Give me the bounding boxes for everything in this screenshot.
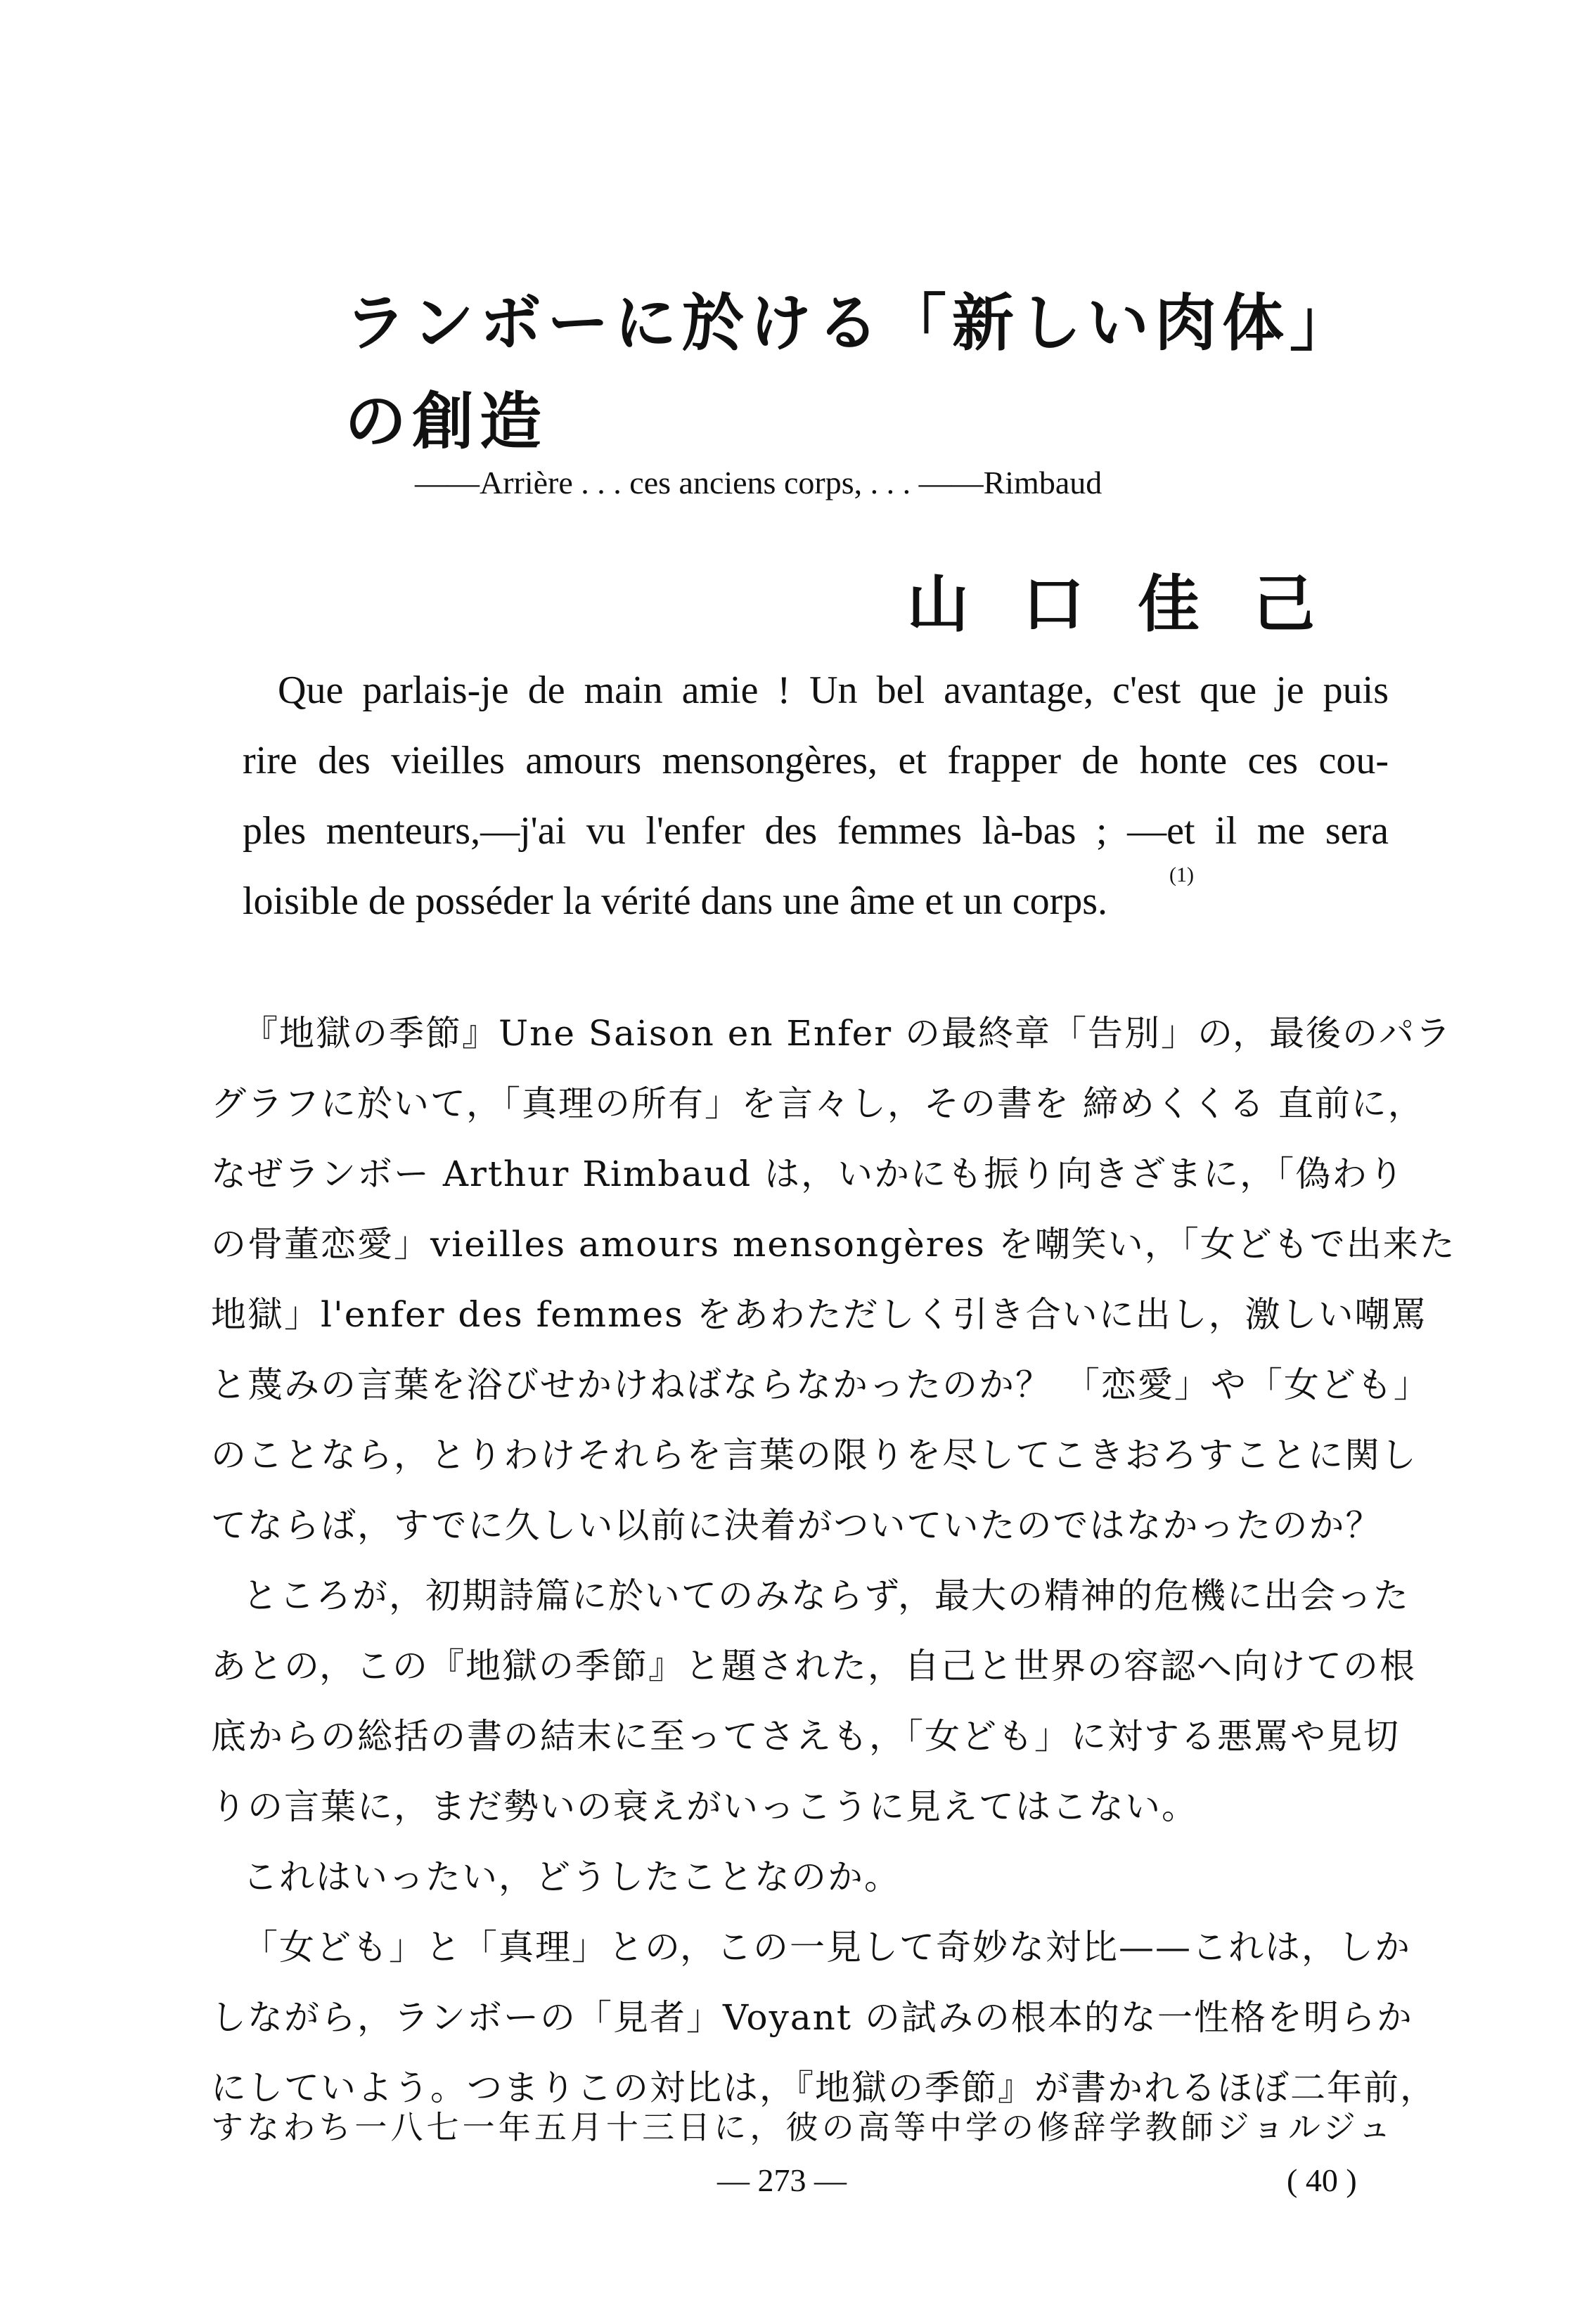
body-line: りの言葉に，まだ勢いの衰えがいっこうに見えてはこない。	[211, 1786, 1198, 1827]
body-line: これはいったい，どうしたことなのか。	[243, 1857, 901, 1897]
body-line: グラフに於いて，「真理の所有」を言々し，その書を 締めくくる 直前に，	[211, 1083, 1425, 1124]
body-line: てならば，すでに久しい以前に決着がついていたのではなかったのか？	[211, 1505, 1382, 1546]
body-line: なぜランボー Arthur Rimbaud は，いかにも振り向きざまに，「偽わり	[211, 1154, 1406, 1194]
issue-page-number: ( 40 )	[1287, 2162, 1357, 2198]
body-line: 底からの総括の書の結末に至ってさえも，「女ども」に対する悪罵や見切	[211, 1716, 1400, 1757]
body-line: の骨董恋愛」vieilles amours mensongères を嘲笑い，「女どもで出来た	[211, 1224, 1456, 1265]
body-line: にしていよう。つまりこの対比は，『地獄の季節』が書かれるほぼ二年前，	[211, 2067, 1436, 2108]
body-line: あとの，この『地獄の季節』と題された，自己と世界の容認へ向けての根	[211, 1646, 1416, 1686]
author-char: 佳	[1137, 567, 1200, 640]
body-line: 「女ども」と「真理」との，この一見して奇妙な対比——これは，しか	[243, 1927, 1411, 1968]
epigraph-line: Que parlais-je de main amie ! Un bel avantage, c'est que je puis	[278, 669, 1389, 712]
author-name	[907, 555, 1315, 644]
body-line: しながら，ランボーの「見者」Voyant の試みの根本的な一性格を明らか	[211, 1997, 1413, 2038]
epigraph-line: rire des vieilles amours mensongères, et frapper de honte ces cou-	[243, 739, 1389, 782]
epigraph-line: ples menteurs,—j'ai vu l'enfer des femmes là-bas ; —et il me sera	[243, 809, 1389, 853]
body-line: ところが，初期詩篇に於いてのみならず，最大の精神的危機に出会った	[243, 1575, 1410, 1616]
body-line: すなわち一八七一年五月十三日に，彼の高等中学の修辞学教師ジョルジュ	[211, 2108, 1392, 2146]
body-line: と蔑みの言葉を浴びせかけねばならなかったのか？ 「恋愛」や「女ども」	[211, 1364, 1430, 1405]
title-line-1: ランボーに於ける「新しい肉体」	[345, 286, 1358, 359]
subtitle-epigraph: ——Arrière . . . ces anciens corps, . . . ——Rimbaud	[415, 465, 1102, 501]
title-line-2: の創造	[345, 385, 548, 458]
epigraph-line: loisible de posséder la vérité dans une âme et un corps.	[243, 879, 1108, 923]
author-char: 山	[907, 567, 970, 640]
footnote-reference[interactable]: (1)	[1169, 863, 1194, 886]
author-char: 口	[1022, 567, 1084, 640]
body-line: 『地獄の季節』Une Saison en Enfer の最終章「告別」の，最後のパラ	[243, 1013, 1453, 1054]
body-line: 地獄」l'enfer des femmes をあわただしく引き合いに出し，激しい嘲罵	[211, 1294, 1428, 1335]
body-line: のことなら，とりわけそれらを言葉の限りを尽してこきおろすことに関し	[211, 1435, 1418, 1476]
page-number: — 273 —	[717, 2162, 847, 2198]
author-char: 己	[1252, 567, 1315, 640]
